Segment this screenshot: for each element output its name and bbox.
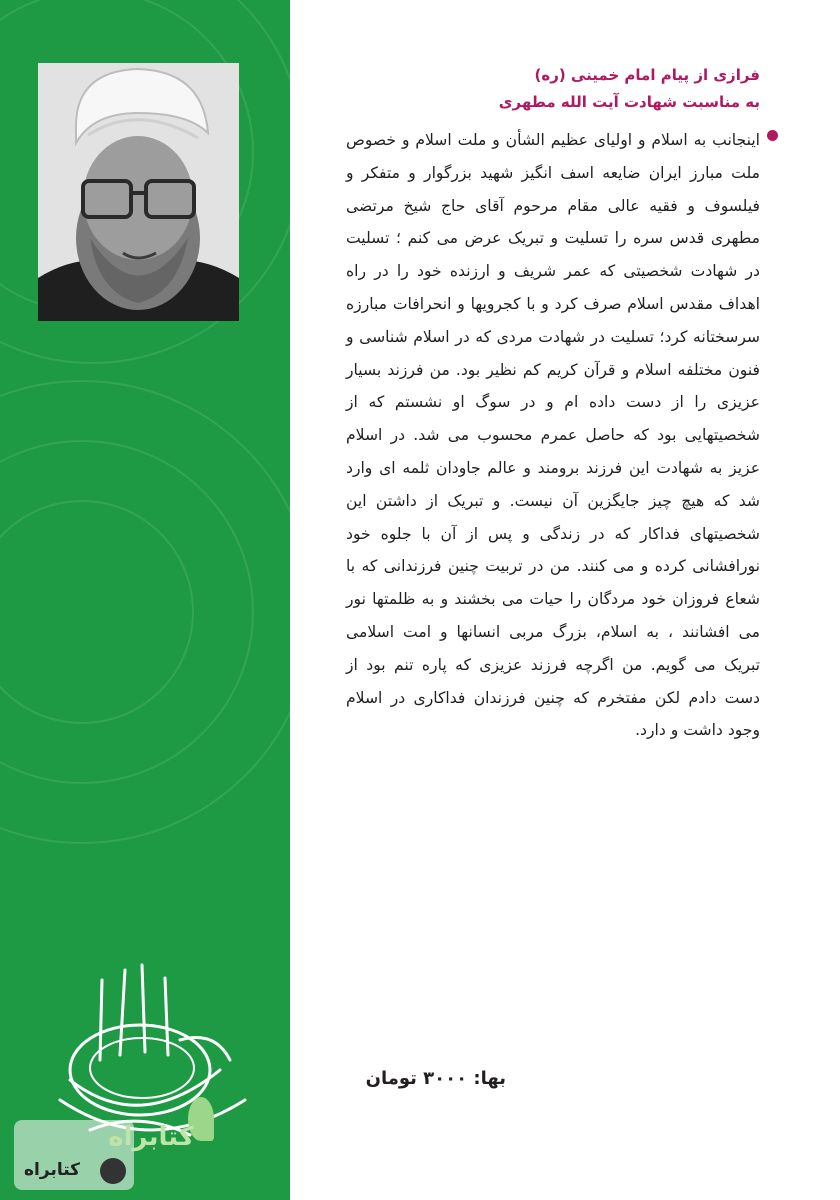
heading	[300, 62, 760, 116]
message-body: اینجانب به اسلام و اولیای عظیم الشأن و ملت اسلام و خصوص ملت مبارز ایران ضایعه اسف انگیز شهید بزرگوار و متفکر و فیلسوف و فقیه عالی مقام مرحوم آقای حاج شیخ مرتضی مطهری قدس سره را تسلیت و تبریک عرض می کنم ؛ تسلیت در شهادت شخصیتی که عمر شریف و ارزنده خود را در راه اهداف مقدس اسلام صرف کرد و با کجرویها و انحرافات مبارزه سرسختانه کرد؛ تسلیت در شهادت مردی که در اسلام شناسی و فنون مختلفه اسلام و قرآن کریم کم نظیر بود. من فرزند بسیار عزیزی را از دست داده ام و در سوگ او نشستم که از شخصیتهایی بود که حاصل عمرم محسوب می شد. در اسلام عزیز به شهادت این فرزند برومند و عالم جاودان ثلمه ای وارد شد که هیچ چیز جایگزین آن نیست. و تبریک از داشتن این شخصیتهای فداکار که در زندگی و پس از آن با جلوه خود نورافشانی کرده و می کنند. من در تربیت چنین فرزندانی که با شعاع فروزان خود مردگان را حیات می بخشند و به ظلمتها نور می افشانند ، به اسلام، بزرگ مربی انسانها و امت اسلامی تبریک می گویم. من اگرچه فرزند عزیزی که پاره تنم بود از دست دادم لکن مفتخرم که چنین فرزندان فداکاری در اسلام وجود داشت و دارد.	[346, 131, 760, 740]
watermark-text-large: کتابراه	[108, 1122, 194, 1152]
watermark-text-small: کتابراه	[24, 1160, 81, 1180]
price-label: بها: ۳۰۰۰ تومان	[365, 1068, 506, 1089]
heading-line-1: فرازی از پیام امام خمینی (ره)	[534, 66, 760, 84]
portrait-photo	[38, 63, 239, 321]
bullet-icon	[767, 130, 778, 141]
heading-line-2: به مناسبت شهادت آیت الله مطهری	[498, 93, 760, 111]
watermark-circle-icon	[100, 1158, 126, 1184]
watermark-logo	[14, 1120, 194, 1190]
